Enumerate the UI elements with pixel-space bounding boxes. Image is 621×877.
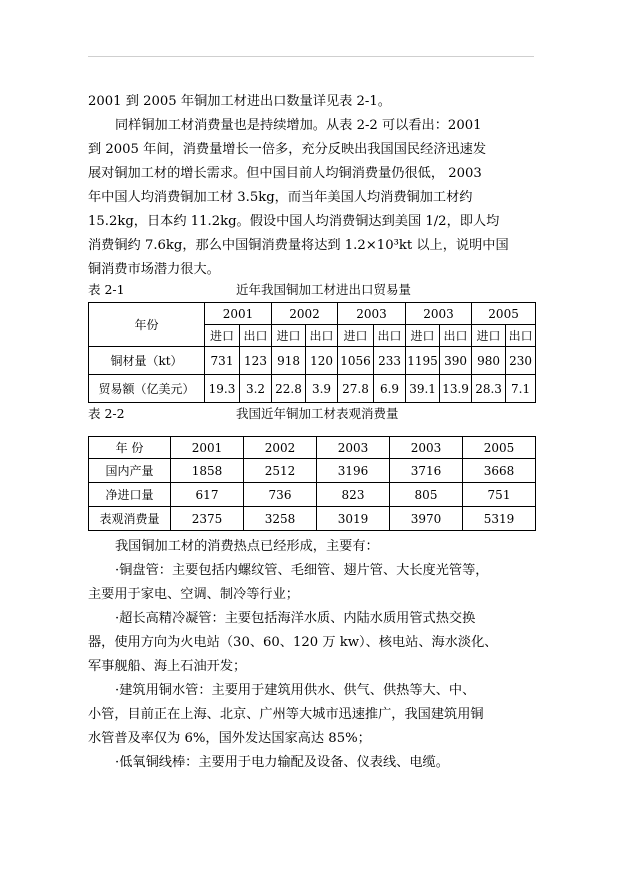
- import-header: 进口: [205, 325, 240, 347]
- hotspot-line: ·建筑用铜水管：主要用于建筑用供水、供气、供热等大、中、: [115, 683, 476, 698]
- table-cell: 5319: [463, 507, 536, 531]
- table-row: [89, 507, 536, 531]
- intro-line: 2001 到 2005 年铜加工材进出口数量详见表 2-1。: [88, 94, 391, 109]
- table-cell: 390: [440, 347, 472, 375]
- table-cell: 19.3: [205, 375, 240, 403]
- year-header: 2002: [244, 437, 317, 459]
- consumption-line: 15.2kg，日本约 11.2kg。假设中国人均消费铜达到美国 1/2，即人均: [88, 214, 500, 229]
- year-header: 2005: [463, 437, 536, 459]
- table2-title: 我国近年铜加工材表观消费量: [236, 406, 399, 421]
- consumption-line: 消费铜约 7.6kg，那么中国铜消费量将达到 1.2×10³kt 以上，说明中国: [88, 238, 509, 253]
- hotspot-line: 器，使用方向为火电站（30、60、120 万 kw）、核电站、海水淡化、: [88, 635, 498, 650]
- row-name: 贸易额（亿美元）: [89, 375, 205, 403]
- export-header: 出口: [374, 325, 406, 347]
- year-header: 2003: [406, 303, 472, 325]
- table-cell: 3019: [317, 507, 390, 531]
- year-header: 2001: [171, 437, 244, 459]
- row-name: 净进口量: [89, 483, 171, 507]
- year-header: 2003: [338, 303, 406, 325]
- export-header: 出口: [306, 325, 338, 347]
- table-cell: 980: [472, 347, 506, 375]
- import-header: 进口: [472, 325, 506, 347]
- consumption-line: 到 2005 年间，消费量增长一倍多，充分反映出我国国民经济迅速发: [88, 142, 487, 157]
- table-cell: 3668: [463, 459, 536, 483]
- hotspot-line: 军事舰船、海上石油开发；: [88, 659, 247, 674]
- table-cell: 3970: [390, 507, 463, 531]
- table-cell: 13.9: [440, 375, 472, 403]
- table-cell: 731: [205, 347, 240, 375]
- row-header-year: 年 份: [89, 437, 171, 459]
- table-cell: 39.1: [406, 375, 440, 403]
- row-name: 国内产量: [89, 459, 171, 483]
- table-cell: 918: [272, 347, 306, 375]
- year-header: 2003: [317, 437, 390, 459]
- table-cell: 2512: [244, 459, 317, 483]
- year-header: 2001: [205, 303, 272, 325]
- table-row: [89, 375, 536, 403]
- import-header: 进口: [406, 325, 440, 347]
- consumption-line: 同样铜加工材消费量也是持续增加。从表 2-2 可以看出：2001: [115, 118, 482, 133]
- table2-label: 表 2-2: [88, 406, 125, 421]
- hotspot-line: ·铜盘管：主要包括内螺纹管、毛细管、翅片管、大长度光管等，: [115, 563, 489, 578]
- table-cell: 3.2: [240, 375, 272, 403]
- consumption-table: [88, 436, 536, 531]
- table-cell: 120: [306, 347, 338, 375]
- hotspot-line: 小管，目前正在上海、北京、广州等大城市迅速推广，我国建筑用铜: [88, 707, 484, 722]
- table-cell: 2375: [171, 507, 244, 531]
- table-cell: 230: [506, 347, 536, 375]
- consumption-line: 展对铜加工材的增长需求。但中国目前人均铜消费量仍很低， 2003: [88, 166, 482, 181]
- table-cell: 1056: [338, 347, 374, 375]
- table-cell: 123: [240, 347, 272, 375]
- table-row: [89, 459, 536, 483]
- table-cell: 617: [171, 483, 244, 507]
- table-cell: 7.1: [506, 375, 536, 403]
- table-cell: 1858: [171, 459, 244, 483]
- export-header: 出口: [440, 325, 472, 347]
- table-row: [89, 483, 536, 507]
- hotspot-line: ·超长高精冷凝管：主要包括海洋水质、内陆水质用管式热交换: [115, 611, 476, 626]
- export-header: 出口: [506, 325, 536, 347]
- year-header: 2005: [472, 303, 536, 325]
- row-name: 铜材量（kt）: [89, 347, 205, 375]
- table1-label: 表 2-1: [88, 282, 125, 297]
- consumption-line: 铜消费市场潜力很大。: [88, 262, 220, 277]
- row-header-year: 年份: [89, 303, 205, 347]
- table-row: [89, 347, 536, 375]
- import-header: 进口: [338, 325, 374, 347]
- table-cell: 3196: [317, 459, 390, 483]
- table-cell: 736: [244, 483, 317, 507]
- hotspot-line: 主要用于家电、空调、制冷等行业；: [88, 587, 299, 602]
- import-header: 进口: [272, 325, 306, 347]
- year-header: 2002: [272, 303, 338, 325]
- table-cell: 28.3: [472, 375, 506, 403]
- table-cell: 751: [463, 483, 536, 507]
- import-export-table: [88, 302, 536, 403]
- table-cell: 233: [374, 347, 406, 375]
- table-cell: 22.8: [272, 375, 306, 403]
- year-header: 2003: [390, 437, 463, 459]
- table-cell: 805: [390, 483, 463, 507]
- table-cell: 3258: [244, 507, 317, 531]
- table-cell: 3.9: [306, 375, 338, 403]
- header-rule: [88, 56, 534, 57]
- table-cell: 3716: [390, 459, 463, 483]
- table1-title: 近年我国铜加工材进出口贸易量: [236, 282, 412, 297]
- table-cell: 823: [317, 483, 390, 507]
- row-name: 表观消费量: [89, 507, 171, 531]
- hotspot-line: 水管普及率仅为 6%，国外发达国家高达 85%；: [88, 731, 371, 746]
- table-cell: 27.8: [338, 375, 374, 403]
- hotspot-line: ·低氧铜线棒：主要用于电力输配及设备、仪表线、电缆。: [115, 755, 449, 770]
- export-header: 出口: [240, 325, 272, 347]
- hotspots-intro: 我国铜加工材的消费热点已经形成，主要有：: [115, 539, 379, 554]
- table-cell: 6.9: [374, 375, 406, 403]
- table-cell: 1195: [406, 347, 440, 375]
- consumption-line: 年中国人均消费铜加工材 3.5kg，而当年美国人均消费铜加工材约: [88, 190, 473, 205]
